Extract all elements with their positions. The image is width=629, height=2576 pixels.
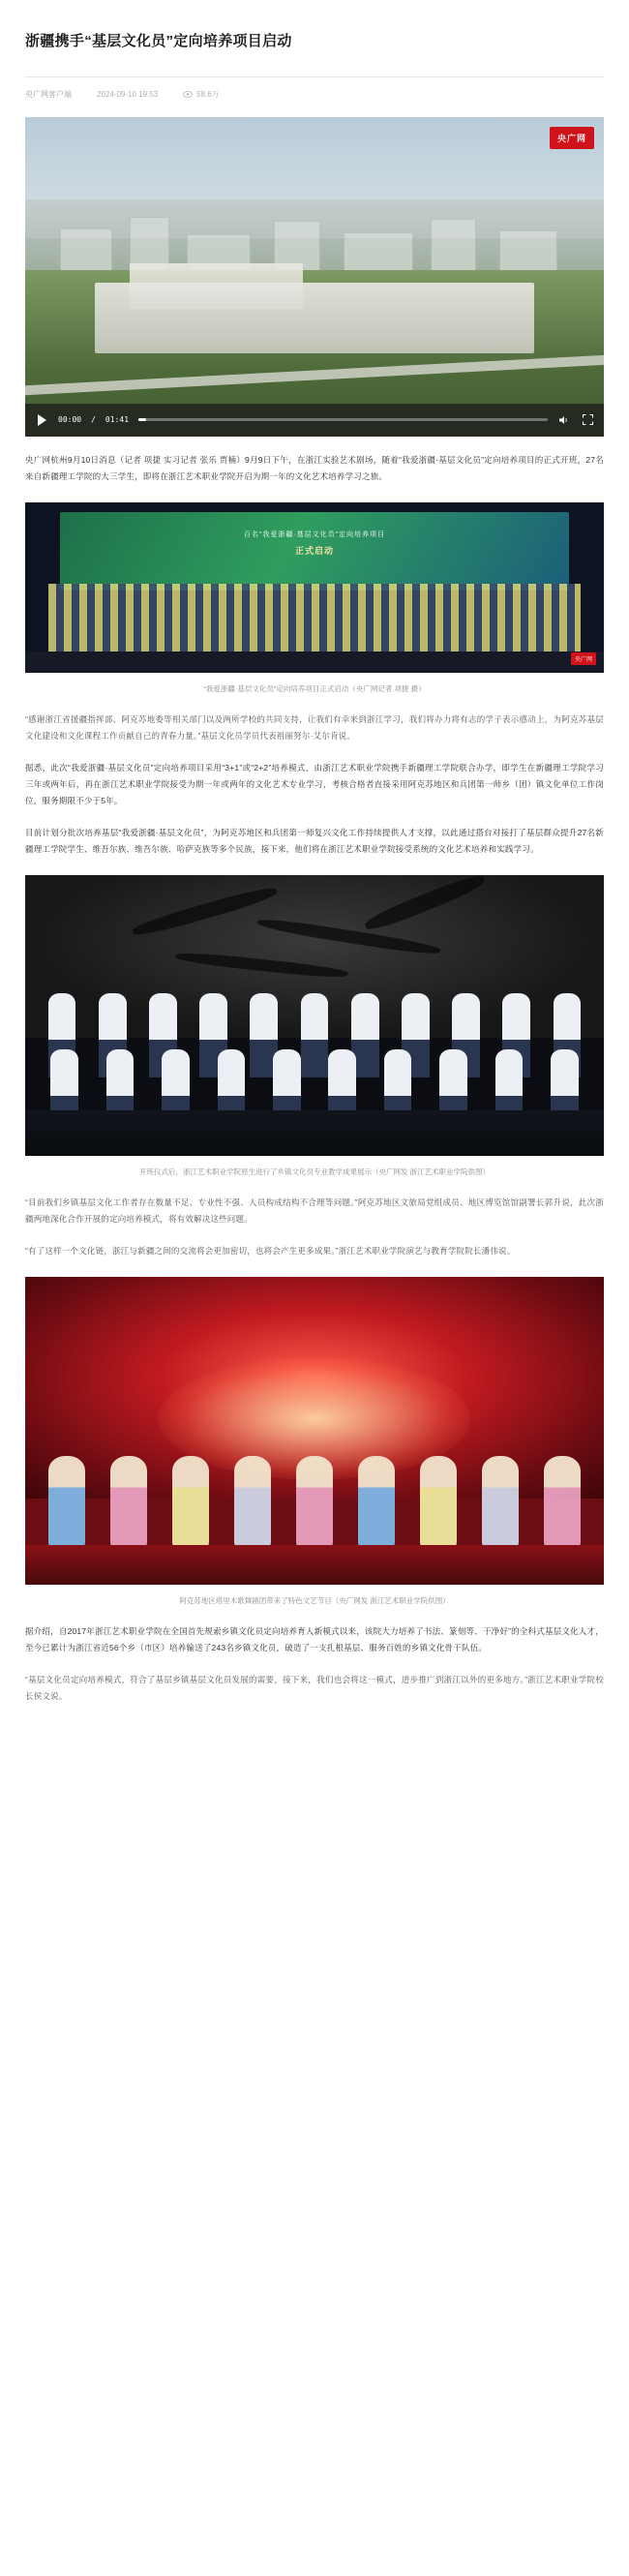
figure-caption: 开班仪式后，浙江艺术职业学院原生进行了乡镇文化员专业教学成果展示（央广网发 浙江艺术职业学院供图） [138,1167,491,1176]
view-count [183,89,220,100]
play-icon[interactable] [35,413,48,427]
stage-led-screen [60,512,569,591]
broadcaster-watermark: 央广网 [550,127,594,149]
video-duration: 01:41 [105,415,130,425]
article-meta [0,77,629,113]
figure-caption: “我爱浙疆·基层文化员”定向培养项目正式启动（央广网记者 项捷 摄） [203,683,426,693]
choir-group [48,584,581,655]
video-time-separator: / [91,415,96,425]
paragraph-closing-1: 据介绍，自2017年浙江艺术职业学院在全国首先规索乡镇文化员定向培养育人新模式以来，该院大力培养了书法、篆刻等、干净好”的全科式基层文化人才，至今已累计为浙江省近56个乡（市区）培养输送了243名乡镇文化员，破造了一支扎根基层、服务百姓的乡镇文化骨干队伍。 [25,1626,604,1653]
video-progress-bar[interactable] [138,418,548,421]
choir-performance-photo [25,875,604,1156]
volume-icon[interactable] [557,413,571,427]
fullscreen-icon[interactable] [581,413,594,427]
video-controls[interactable] [25,404,604,437]
view-count-label: 58.6万 [196,89,220,99]
banner-text [60,530,569,557]
video-player[interactable] [25,117,604,437]
video-current-time: 00:00 [58,415,82,425]
article-body [0,117,629,1750]
banner-subtitle: 正式启动 [294,545,334,556]
photo-watermark: 央广网 [571,652,596,665]
paragraph-lead: 央广网杭州9月10日消息（记者 项捷 实习记者 张乐 贾楠）9月9日下午，在浙江实验艺术剧场，随着“我爱浙疆·基层文化员”定向培养项目的正式开班，27名来自新疆理工学院的大三学生，即将在浙江艺术职业学院开启为期一年的文化艺术培养学习之旅。 [25,454,604,481]
paragraph-detail-1: 据悉，此次“我爱浙疆·基层文化员”定向培养项目采用“3+1”或“2+2”培养模式，由浙江艺术职业学院携手新疆理工学院联合办学，即学生在新疆理工学院学习三年或两年后，再在浙江艺术职业学院接受为期一年或两年的文化艺术专业学习，考核合格者直接采用阿克苏地区和兵团第一师乡（团）镇文化单位工作岗位，服务期限不少于5年。 [25,762,604,805]
stage-floor [25,1110,604,1155]
paragraph-detail-2: 目前计划分批次培养基层“我爱浙疆·基层文化员”，为阿克苏地区和兵团第一师复兴文化工作持续提供人才支撑，以此通过搭台对接打了基层群众提升27名新疆理工学院学生、维吾尔族、维吾尔族、哈萨克族等多个民族，接下来，他们将在浙江艺术职业学院接受系统的文化艺术培养和实践学习。 [25,827,604,854]
paragraph-quote-2: “目前我们乡镇基层文化工作者存在数量不足、专业性不强、人员构成结构不合理等问题。”阿克苏地区文旅局党组成员、地区博览馆馆副署长郭升说，此次浙疆两地深化合作开展的定向培养模式，将有效解决这些问题。 [25,1197,604,1225]
article-timestamp: 2024-09-10 19:53 [97,89,159,99]
banner-title: 百名“我爱浙疆·基层文化员”定向培养项目 [243,530,385,538]
dancer-group [48,1443,581,1548]
stage-floor [25,1545,604,1585]
article-page [0,10,629,2576]
paragraph-quote-3: “有了这样一个文化链，浙江与新疆之间的交流将会更加密切，也将会产生更多成果。”浙江艺术职业学院演艺与教育学院院长潘伟说。 [25,1246,516,1257]
article-source: 央广网客户端 [25,89,72,99]
dance-performance-photo [25,1277,604,1585]
video-frame-building-main [95,283,534,353]
paragraph-quote-1: “感谢浙江省援疆指挥部、阿克苏地委等相关部门以及两所学校的共同支持，让我们有幸来到浙江学习，我们将办力将有志的学子表示感动上，为阿克苏基层文化建设和文化课程工作贡献自己的青春力量。”基层文化员学员代表祖丽努尔·艾尔肯说。 [25,713,604,741]
figure-dance [25,1277,604,1608]
paragraph-closing-2: “基层文化员定向培养模式，符合了基层乡镇基层文化员发展的需要，接下来，我们也会将这一模式，进步推广到浙江以外的更多地方。”浙江艺术职业学院校长侯文说。 [25,1675,604,1702]
figure-caption: 阿克苏地区塔里木歌舞剧团带来了特色文艺节目（央广网发 浙江艺术职业学院供图） [179,1596,450,1606]
eye-icon [183,91,193,98]
banner-launch-photo [25,502,604,673]
page-title: 浙疆携手“基层文化员”定向培养项目启动 [25,33,292,50]
stage-floor [25,652,604,672]
figure-choir [25,875,604,1179]
figure-banner-launch [25,502,604,696]
